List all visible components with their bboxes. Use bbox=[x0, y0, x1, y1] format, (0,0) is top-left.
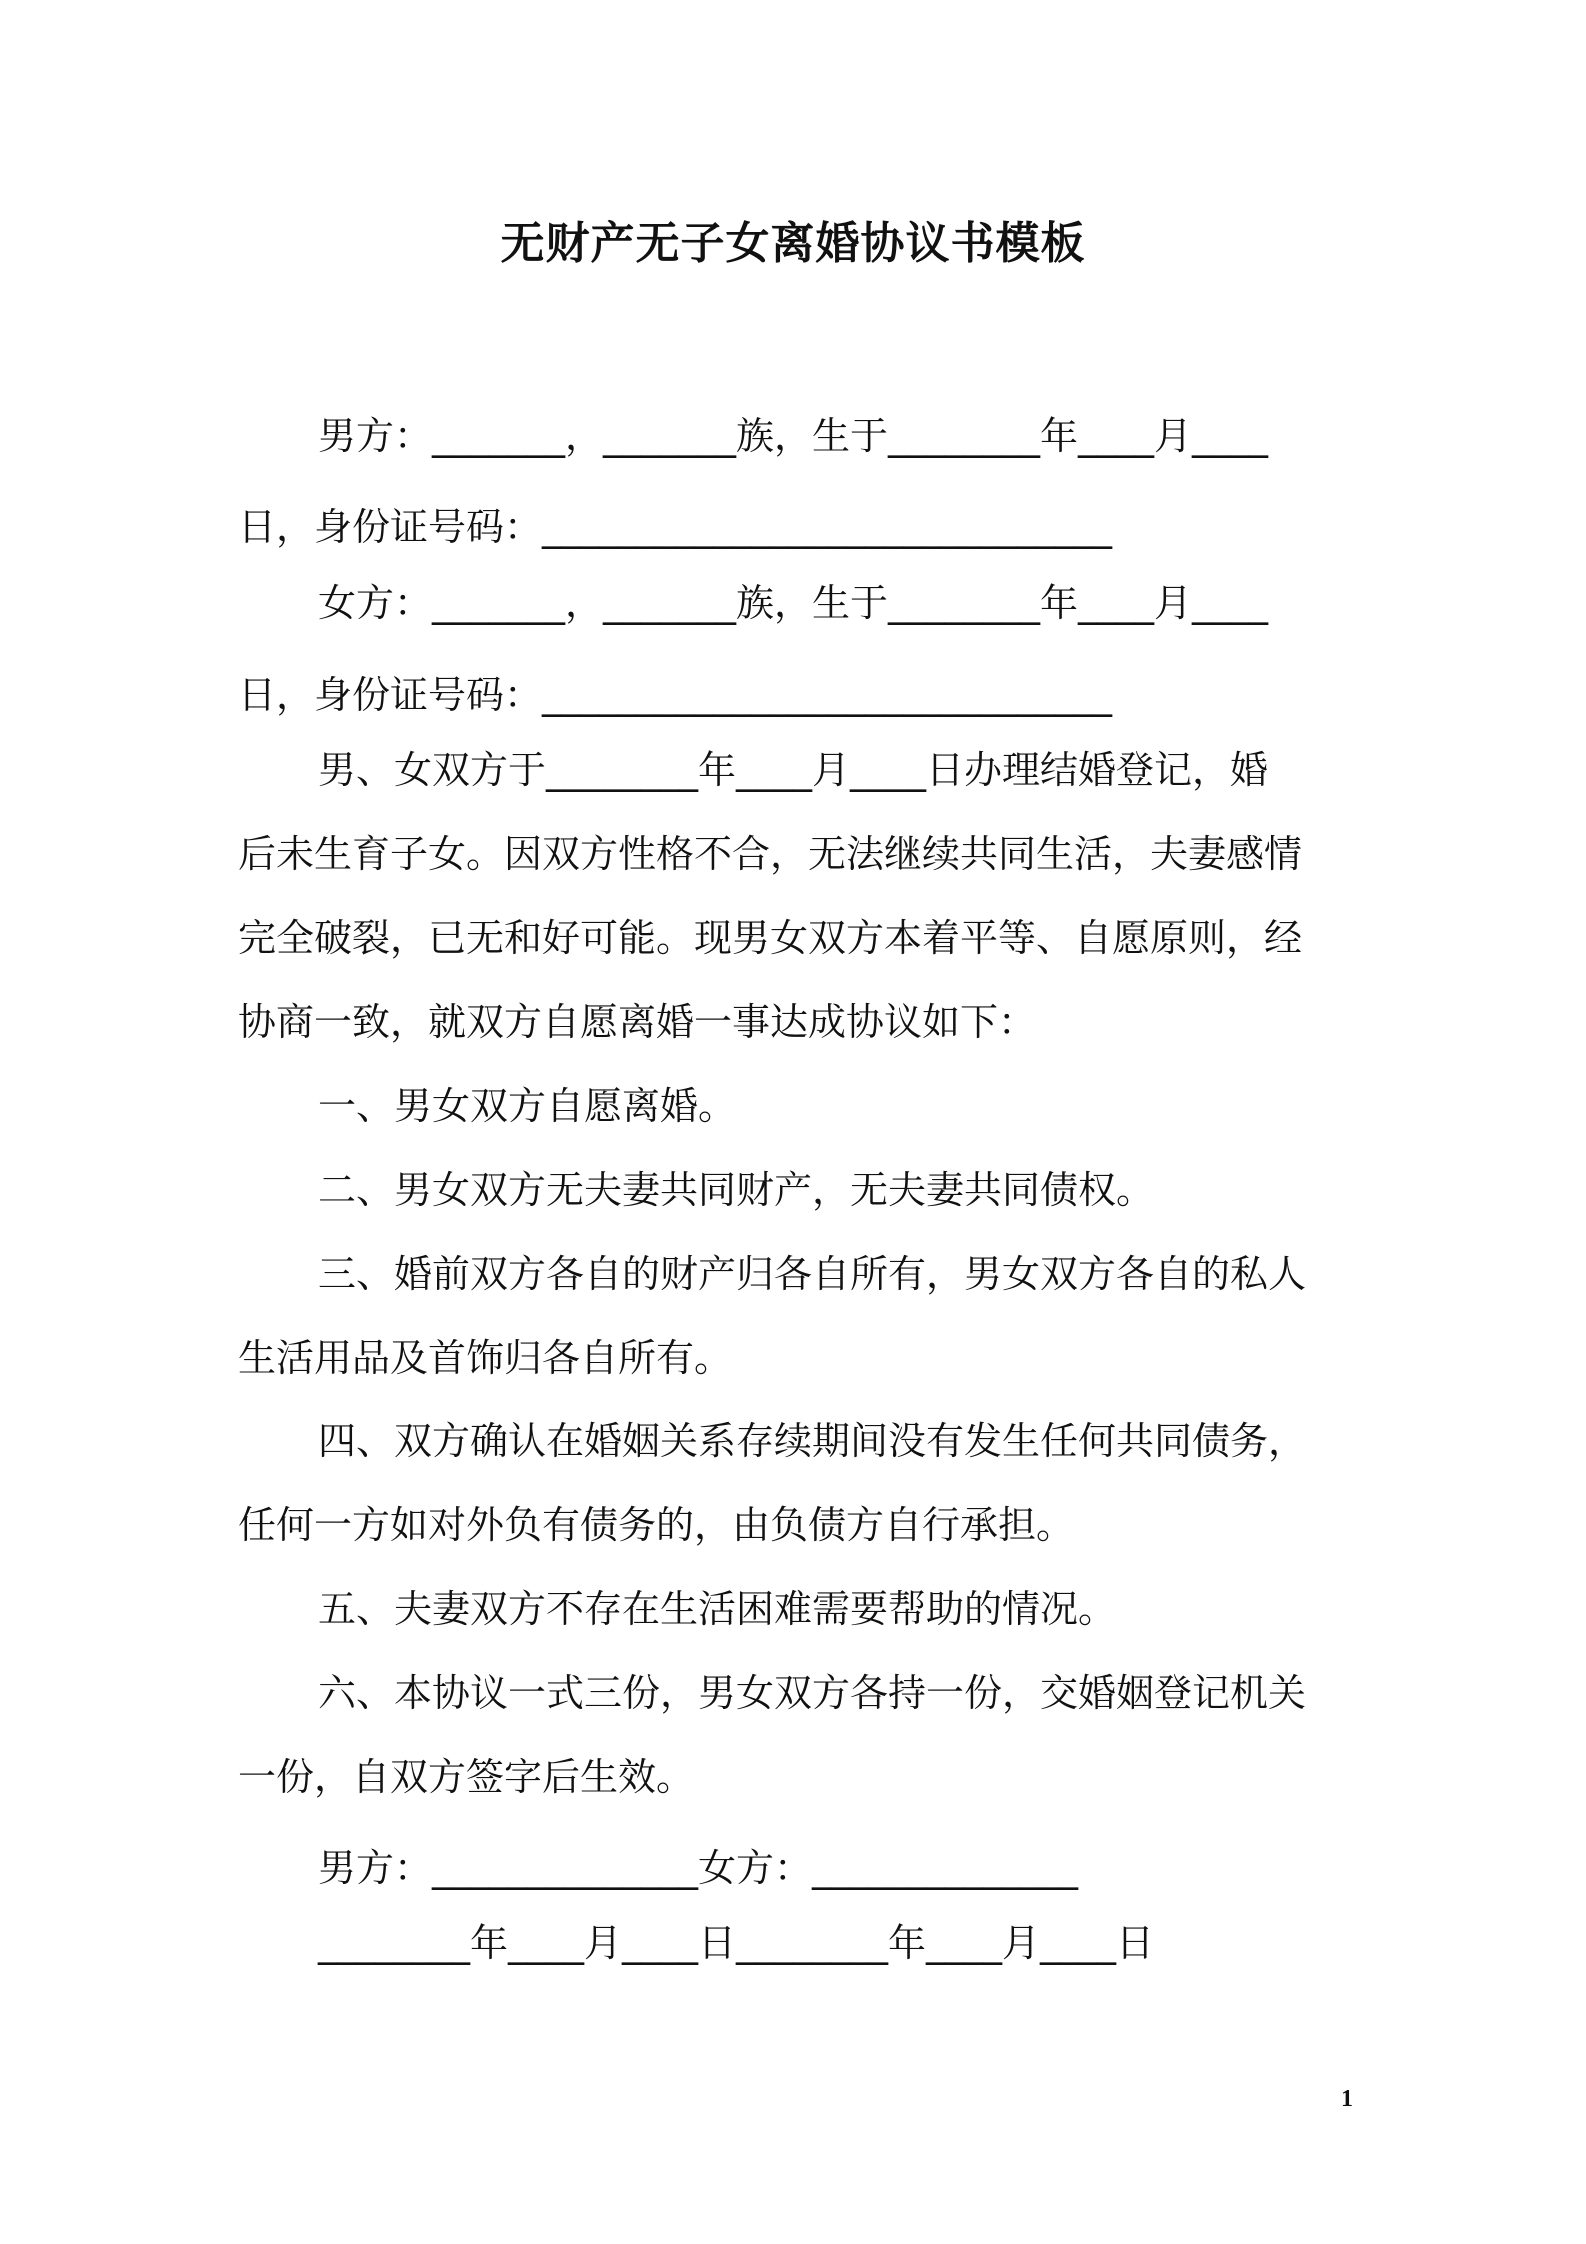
male-info-line: 男方：_______，_______族，生于________年____月____ bbox=[318, 414, 1269, 458]
document-title: 无财产无子女离婚协议书模板 bbox=[500, 218, 1086, 269]
clause-5: 五、夫妻双方不存在生活困难需要帮助的情况。 bbox=[318, 1587, 1117, 1631]
clause-4-line-1: 四、双方确认在婚姻关系存续期间没有发生任何共同债务， bbox=[318, 1419, 1307, 1463]
clause-1: 一、男女双方自愿离婚。 bbox=[318, 1084, 737, 1128]
marriage-paragraph-line-1: 男、女双方于________年____月____日办理结婚登记，婚 bbox=[318, 748, 1269, 792]
clause-4-line-2: 任何一方如对外负有债务的，由负债方自行承担。 bbox=[238, 1503, 1075, 1547]
clause-2: 二、男女双方无夫妻共同财产，无夫妻共同债权。 bbox=[318, 1168, 1155, 1212]
date-line: ________年____月____日________年____月____日 bbox=[318, 1921, 1155, 1965]
signature-line: 男方：______________女方：______________ bbox=[318, 1846, 1079, 1890]
female-id-line: 日，身份证号码：______________________________ bbox=[238, 673, 1113, 717]
page-number: 1 bbox=[1341, 2086, 1353, 2112]
clause-3-line-2: 生活用品及首饰归各自所有。 bbox=[238, 1336, 733, 1380]
male-id-line: 日，身份证号码：______________________________ bbox=[238, 505, 1113, 549]
marriage-paragraph-line-3: 完全破裂，已无和好可能。现男女双方本着平等、自愿原则，经 bbox=[238, 916, 1303, 960]
female-info-line: 女方：_______，_______族，生于________年____月____ bbox=[318, 581, 1269, 625]
marriage-paragraph-line-4: 协商一致，就双方自愿离婚一事达成协议如下： bbox=[238, 1000, 1037, 1044]
clause-3-line-1: 三、婚前双方各自的财产归各自所有，男女双方各自的私人 bbox=[318, 1252, 1307, 1296]
marriage-paragraph-line-2: 后未生育子女。因双方性格不合，无法继续共同生活，夫妻感情 bbox=[238, 832, 1303, 876]
clause-6-line-1: 六、本协议一式三份，男女双方各持一份，交婚姻登记机关 bbox=[318, 1671, 1307, 1715]
clause-6-line-2: 一份，自双方签字后生效。 bbox=[238, 1755, 695, 1799]
